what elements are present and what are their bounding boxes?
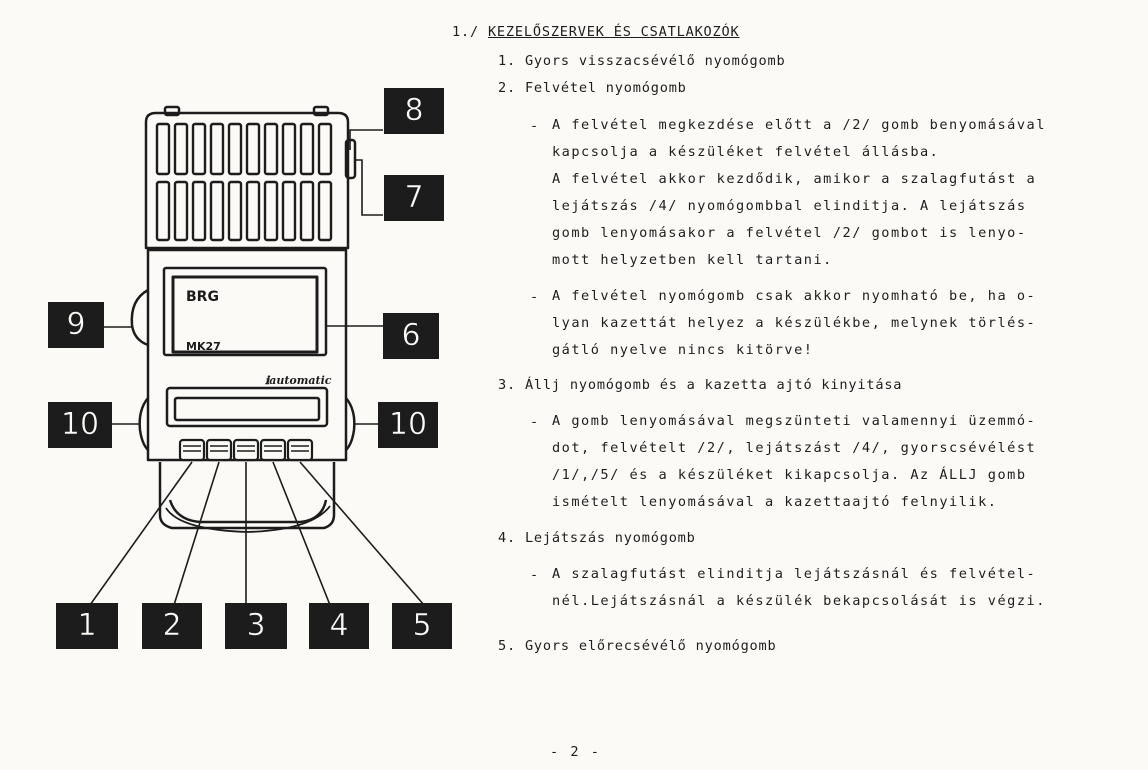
- item-3-note-line: ismételt lenyomásával a kazettaajtó felnyilik.: [552, 494, 998, 510]
- callout-6-label: 6: [401, 318, 421, 353]
- automatic-label: ℹautomatic: [265, 374, 332, 387]
- item-3-note-line: A gomb lenyomásával megszünteti valamennyi üzemmó-: [552, 413, 1037, 429]
- bullet-dash: -: [530, 289, 539, 305]
- item-4-note-line: nél.Lejátszásnál a készülék bekapcsolását is végzi.: [552, 593, 1046, 609]
- item-2-note-b-line: A felvétel nyomógomb csak akkor nyomható be, ha o-: [552, 288, 1037, 304]
- callout-3-label: 3: [246, 608, 266, 643]
- item-3-note-line: /1/,/5/ és a készüléket kikapcsolja. Az ÁLLJ gomb: [552, 467, 1027, 483]
- section-number: 1./: [452, 24, 479, 40]
- item-2-note-b-line: gátló nyelve nincs kitörve!: [552, 342, 814, 358]
- item-2-note-a-line: A felvétel megkezdése előtt a /2/ gomb benyomásával: [552, 117, 1046, 133]
- item-2-note-a-line: kapcsolja a készüléket felvétel állásba.: [552, 144, 940, 160]
- callout-2-label: 2: [162, 608, 182, 643]
- item-4-note-line: A szalagfutást elinditja lejátszásnál és felvétel-: [552, 566, 1037, 582]
- bullet-dash: -: [530, 567, 539, 583]
- item-3-note-line: dot, felvételt /2/, lejátszást /4/, gyorscsévélést: [552, 440, 1037, 456]
- callout-4-label: 4: [329, 608, 349, 643]
- item-2-note-a-line: mott helyzetben kell tartani.: [552, 252, 833, 268]
- item-2-note-a-line: lejátszás /4/ nyomógombbal elinditja. A lejátszás: [552, 198, 1027, 214]
- callout-9-label: 9: [66, 307, 86, 342]
- section-title: KEZELŐSZERVEK ÉS CSATLAKOZÓK: [487, 24, 740, 40]
- callout-1-label: 1: [77, 608, 97, 643]
- item-1: 1. Gyors visszacsévélő nyomógomb: [498, 53, 786, 69]
- item-2-note-a-line: A felvétel akkor kezdődik, amikor a szalagfutást a: [552, 171, 1037, 187]
- model-label: MK27: [186, 340, 221, 353]
- page-number: - 2 -: [550, 744, 601, 760]
- item-2-note-a-line: gomb lenyomásakor a felvétel /2/ gombot is lenyo-: [552, 225, 1027, 241]
- bullet-dash: -: [530, 118, 539, 134]
- callout-5-label: 5: [412, 608, 432, 643]
- brand-label: BRG: [186, 289, 219, 305]
- item-4: 4. Lejátszás nyomógomb: [498, 530, 696, 546]
- item-2-note-b-line: lyan kazettát helyez a készülékbe, melynek törlés-: [552, 315, 1037, 331]
- bullet-dash: -: [530, 414, 539, 430]
- item-2: 2. Felvétel nyomógomb: [498, 80, 687, 96]
- section-heading: [452, 24, 740, 40]
- callout-10-left-label: 10: [60, 407, 100, 442]
- item-3: 3. Állj nyomógomb és a kazetta ajtó kinyitása: [498, 377, 903, 393]
- callout-7-label: 7: [404, 180, 424, 215]
- callout-10-right-label: 10: [388, 407, 428, 442]
- item-5: 5. Gyors előrecsévélő nyomógomb: [498, 638, 777, 654]
- callout-8-label: 8: [404, 93, 424, 128]
